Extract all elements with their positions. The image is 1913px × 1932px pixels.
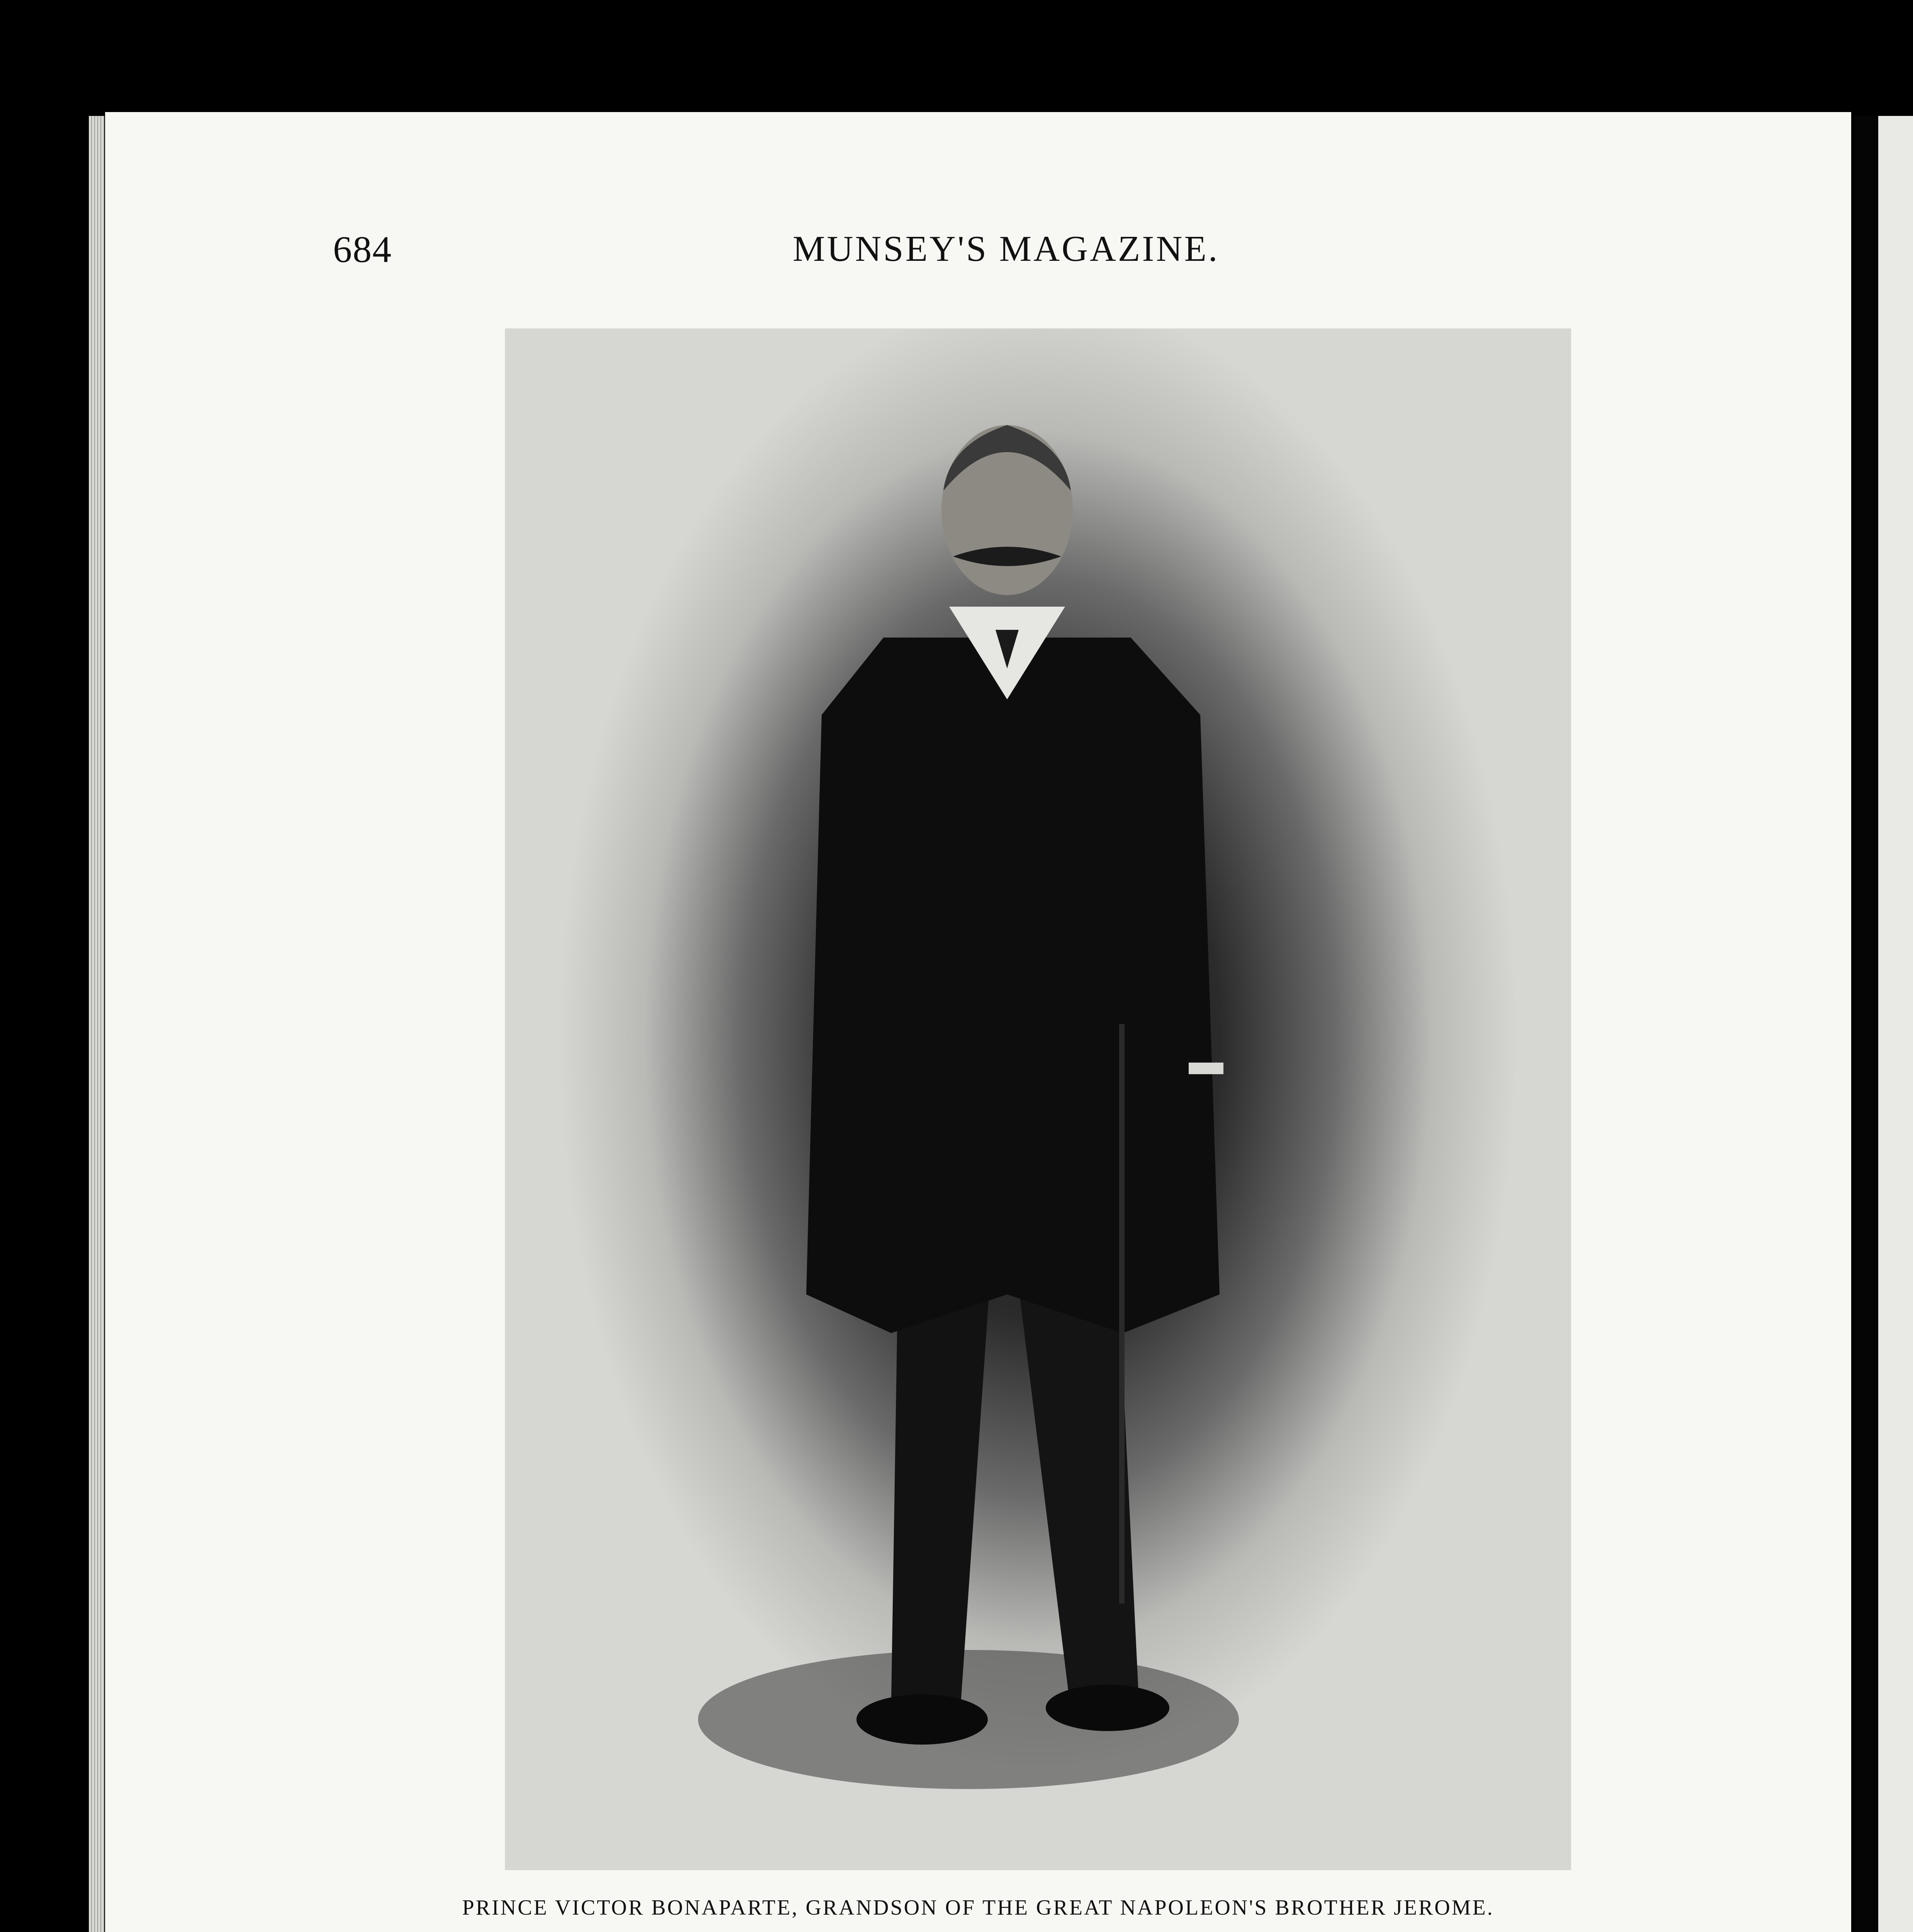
portrait-figure-illustration [505, 328, 1571, 1870]
page-number: 684 [333, 229, 392, 270]
magazine-page [105, 112, 1851, 1932]
page-edge-stack [89, 116, 104, 1932]
page-header [105, 228, 1851, 270]
facing-page-edge [1878, 116, 1913, 1932]
photo-caption: PRINCE VICTOR BONAPARTE, GRANDSON OF THE GREAT NAPOLEON'S BROTHER JEROME. [462, 1896, 1494, 1920]
running-title: MUNSEY'S MAGAZINE. [793, 229, 1220, 269]
portrait-photograph [505, 328, 1571, 1870]
book-gutter [1854, 116, 1878, 1932]
